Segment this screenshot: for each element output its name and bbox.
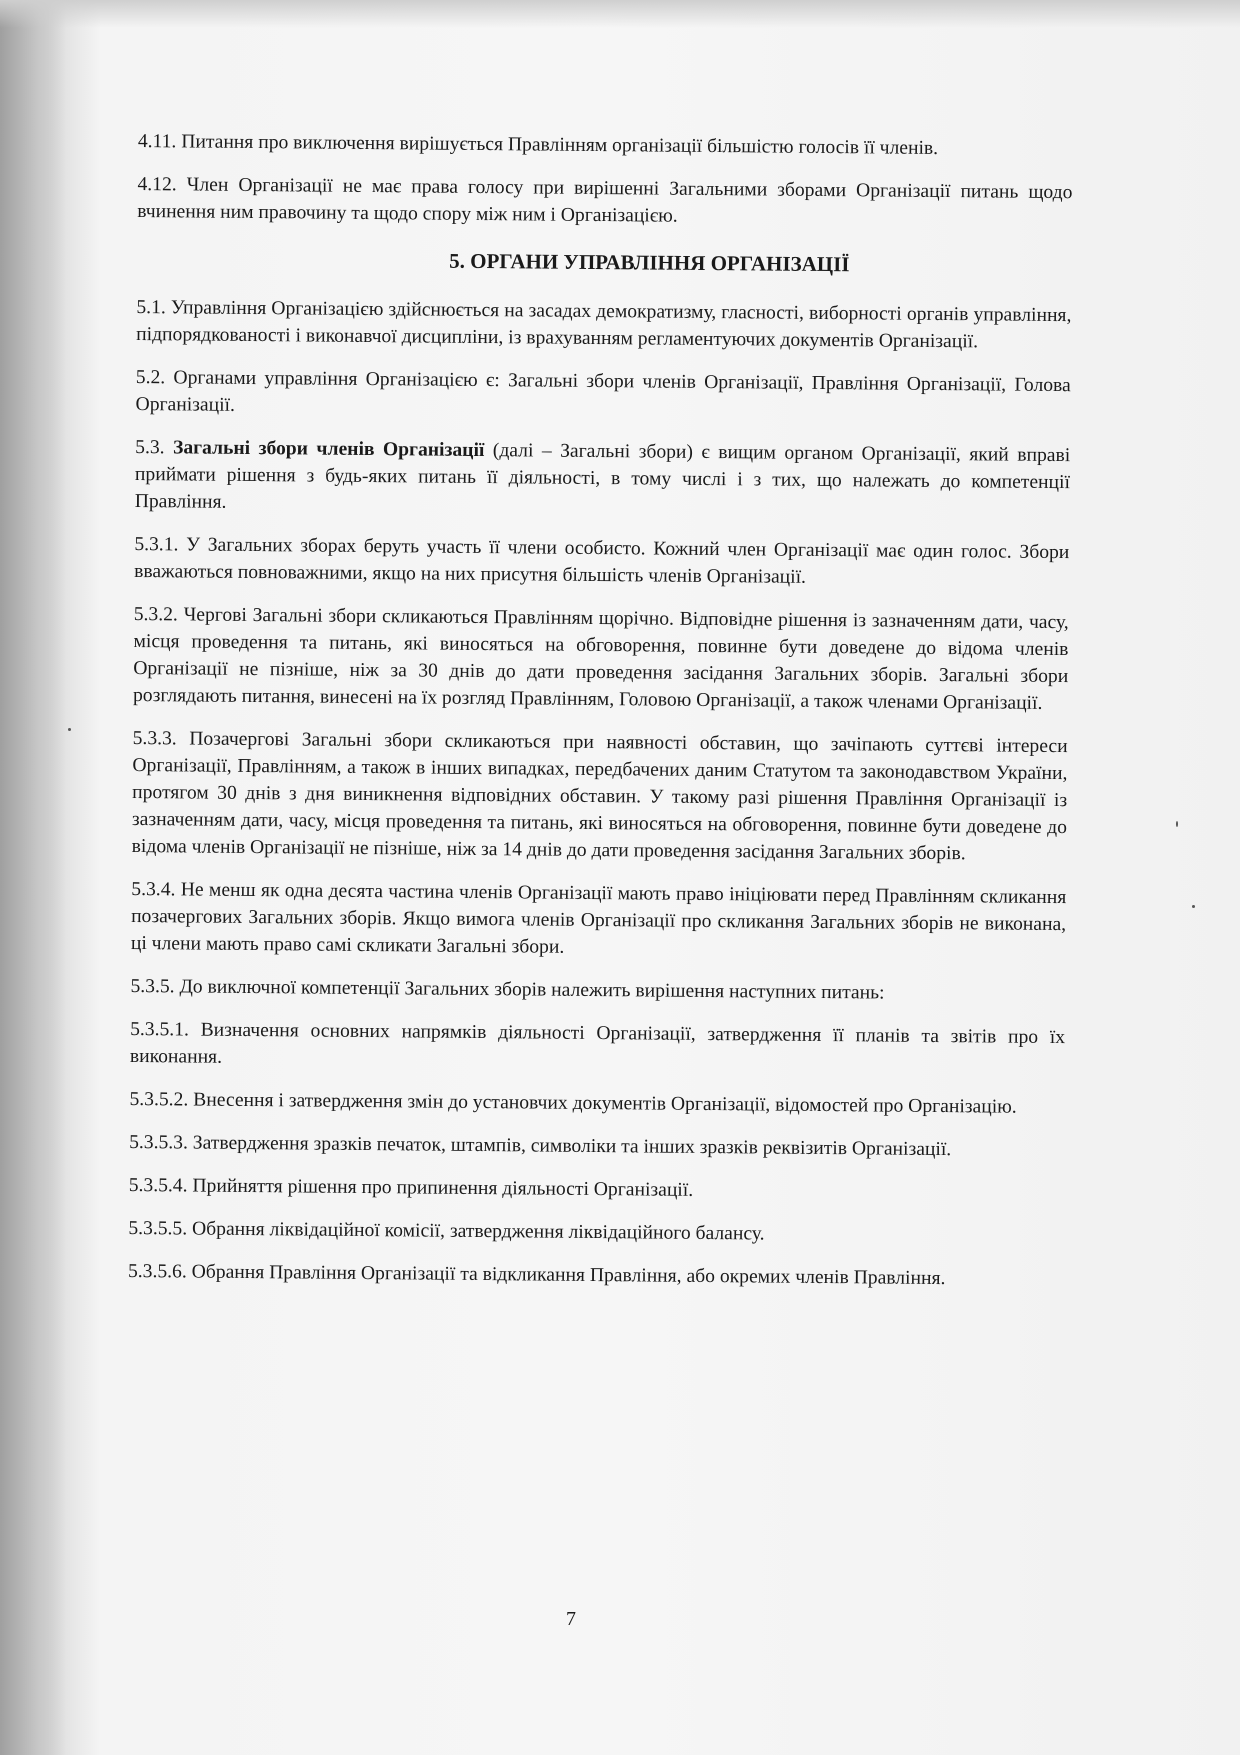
paragraph-4-11: 4.11. Питання про виключення вирішується Правлінням організації більшістю голосів її членів. xyxy=(137,130,939,159)
paragraph-5-3-number: 5.3. xyxy=(135,436,165,459)
paragraph-5-3-5-4: 5.3.5.4. Прийняття рішення про припинення діяльності Організації. xyxy=(128,1174,694,1201)
document-body xyxy=(128,128,1073,1309)
paragraph-5-3-1: 5.3.1. У Загальних зборах беруть участь її члени особисто. Кожний член Організації має один голос. Збори вважаються повноважними, якщо на них присутня більшість членів Організації. xyxy=(134,533,1070,588)
paragraph-5-3-5-5: 5.3.5.5. Обрання ліквідаційної комісії, затвердження ліквідаційного балансу. xyxy=(128,1217,765,1245)
binding-edge-shadow xyxy=(0,0,66,1755)
paragraph-5-3-2: 5.3.2. Чергові Загальні збори скликаються Правлінням щорічно. Відповідне рішення із зазначенням дати, часу, місця проведення та питань, які виносяться на обговорення, повинне бути доведене до відома членів Організації не пізніше, ніж за 30 днів до дати проведення засідання Загальних зборів. Загальні збори розглядають питання, винесені на їх розгляд Правлінням, Головою Організації, а також членами Організації. xyxy=(132,603,1069,714)
paragraph-5-1: 5.1. Управління Організацією здійснюється на засадах демократизму, гласності, виборності органів управління, підпорядкованості і виконавчої дисципліни, із врахуванням регламентуючих документів Організації. xyxy=(136,296,1072,353)
scan-speck xyxy=(68,728,71,731)
paragraph-5-3-5: 5.3.5. До виключної компетенції Загальних зборів належить вирішення наступних питань: xyxy=(130,975,885,1004)
paragraph-5-3-4: 5.3.4. Не менш як одна десята частина членів Організації мають право ініціювати перед Правлінням скликання позачергових Загальних зборів. Якщо вимога членів Організації про скликання Загальних зборів не виконана, ці члени мають право самі скликати Загальні збори. xyxy=(130,878,1067,958)
paragraph-5-3-5-3: 5.3.5.3. Затвердження зразків печаток, штампів, символіки та інших зразків реквізитів Організації. xyxy=(129,1131,952,1161)
page-number: 7 xyxy=(566,1608,576,1630)
paragraph-5-3-term: Загальні збори членів Організації xyxy=(172,437,485,462)
paragraph-5-3-5-1: 5.3.5.1. Визначення основних напрямків діяльності Організації, затвердження її планів та звітів про їх виконання. xyxy=(129,1018,1066,1068)
paragraph-5-3 xyxy=(135,434,1071,523)
paragraph-5-2: 5.2. Органами управління Організацією є: Загальні збори членів Організації, Правління Організації, Голова Організації. xyxy=(135,366,1071,416)
scan-speck xyxy=(1176,821,1178,827)
paragraph-5-3-text: (далі – Загальні збори) є вищим органом Організації, який вправі приймати рішення з будь-яких питань її діяльності, в тому числі і з тих, що належать до компетенції Правління. xyxy=(134,440,1071,513)
scan-speck xyxy=(1192,905,1195,908)
top-edge-shadow xyxy=(0,0,1240,28)
paragraph-5-3-3: 5.3.3. Позачергові Загальні збори скликаються при наявності обставин, що зачіпають суттєві інтереси Організації, Правлінням, а також в інших випадках, передбачених даним Статутом та законодавством України, протягом 30 днів з дня виникнення відповідних обставин. У такому разі рішення Правління Організації із зазначенням дати, часу, місця проведення та питань, які виносяться на обговорення, повинне бути доведене до відома членів Організації не пізніше, ніж за 14 днів до дати проведення засідання Загальних зборів. xyxy=(131,727,1068,865)
paragraph-4-12: 4.12. Член Організації не має права голосу при вирішенні Загальними зборами Організації питань щодо вчинення ним правочину та щодо спору між ним і Організацією. xyxy=(137,173,1073,227)
paragraph-5-3-5-6: 5.3.5.6. Обрання Правління Організації та відкликання Правління, або окремих членів Правління. xyxy=(127,1260,946,1290)
section-heading: 5. ОРГАНИ УПРАВЛІННЯ ОРГАНІЗАЦІЇ xyxy=(449,248,850,277)
paragraph-5-3-5-2: 5.3.5.2. Внесення і затвердження змін до установчих документів Організації, відомостей про Організацію. xyxy=(129,1088,1017,1118)
